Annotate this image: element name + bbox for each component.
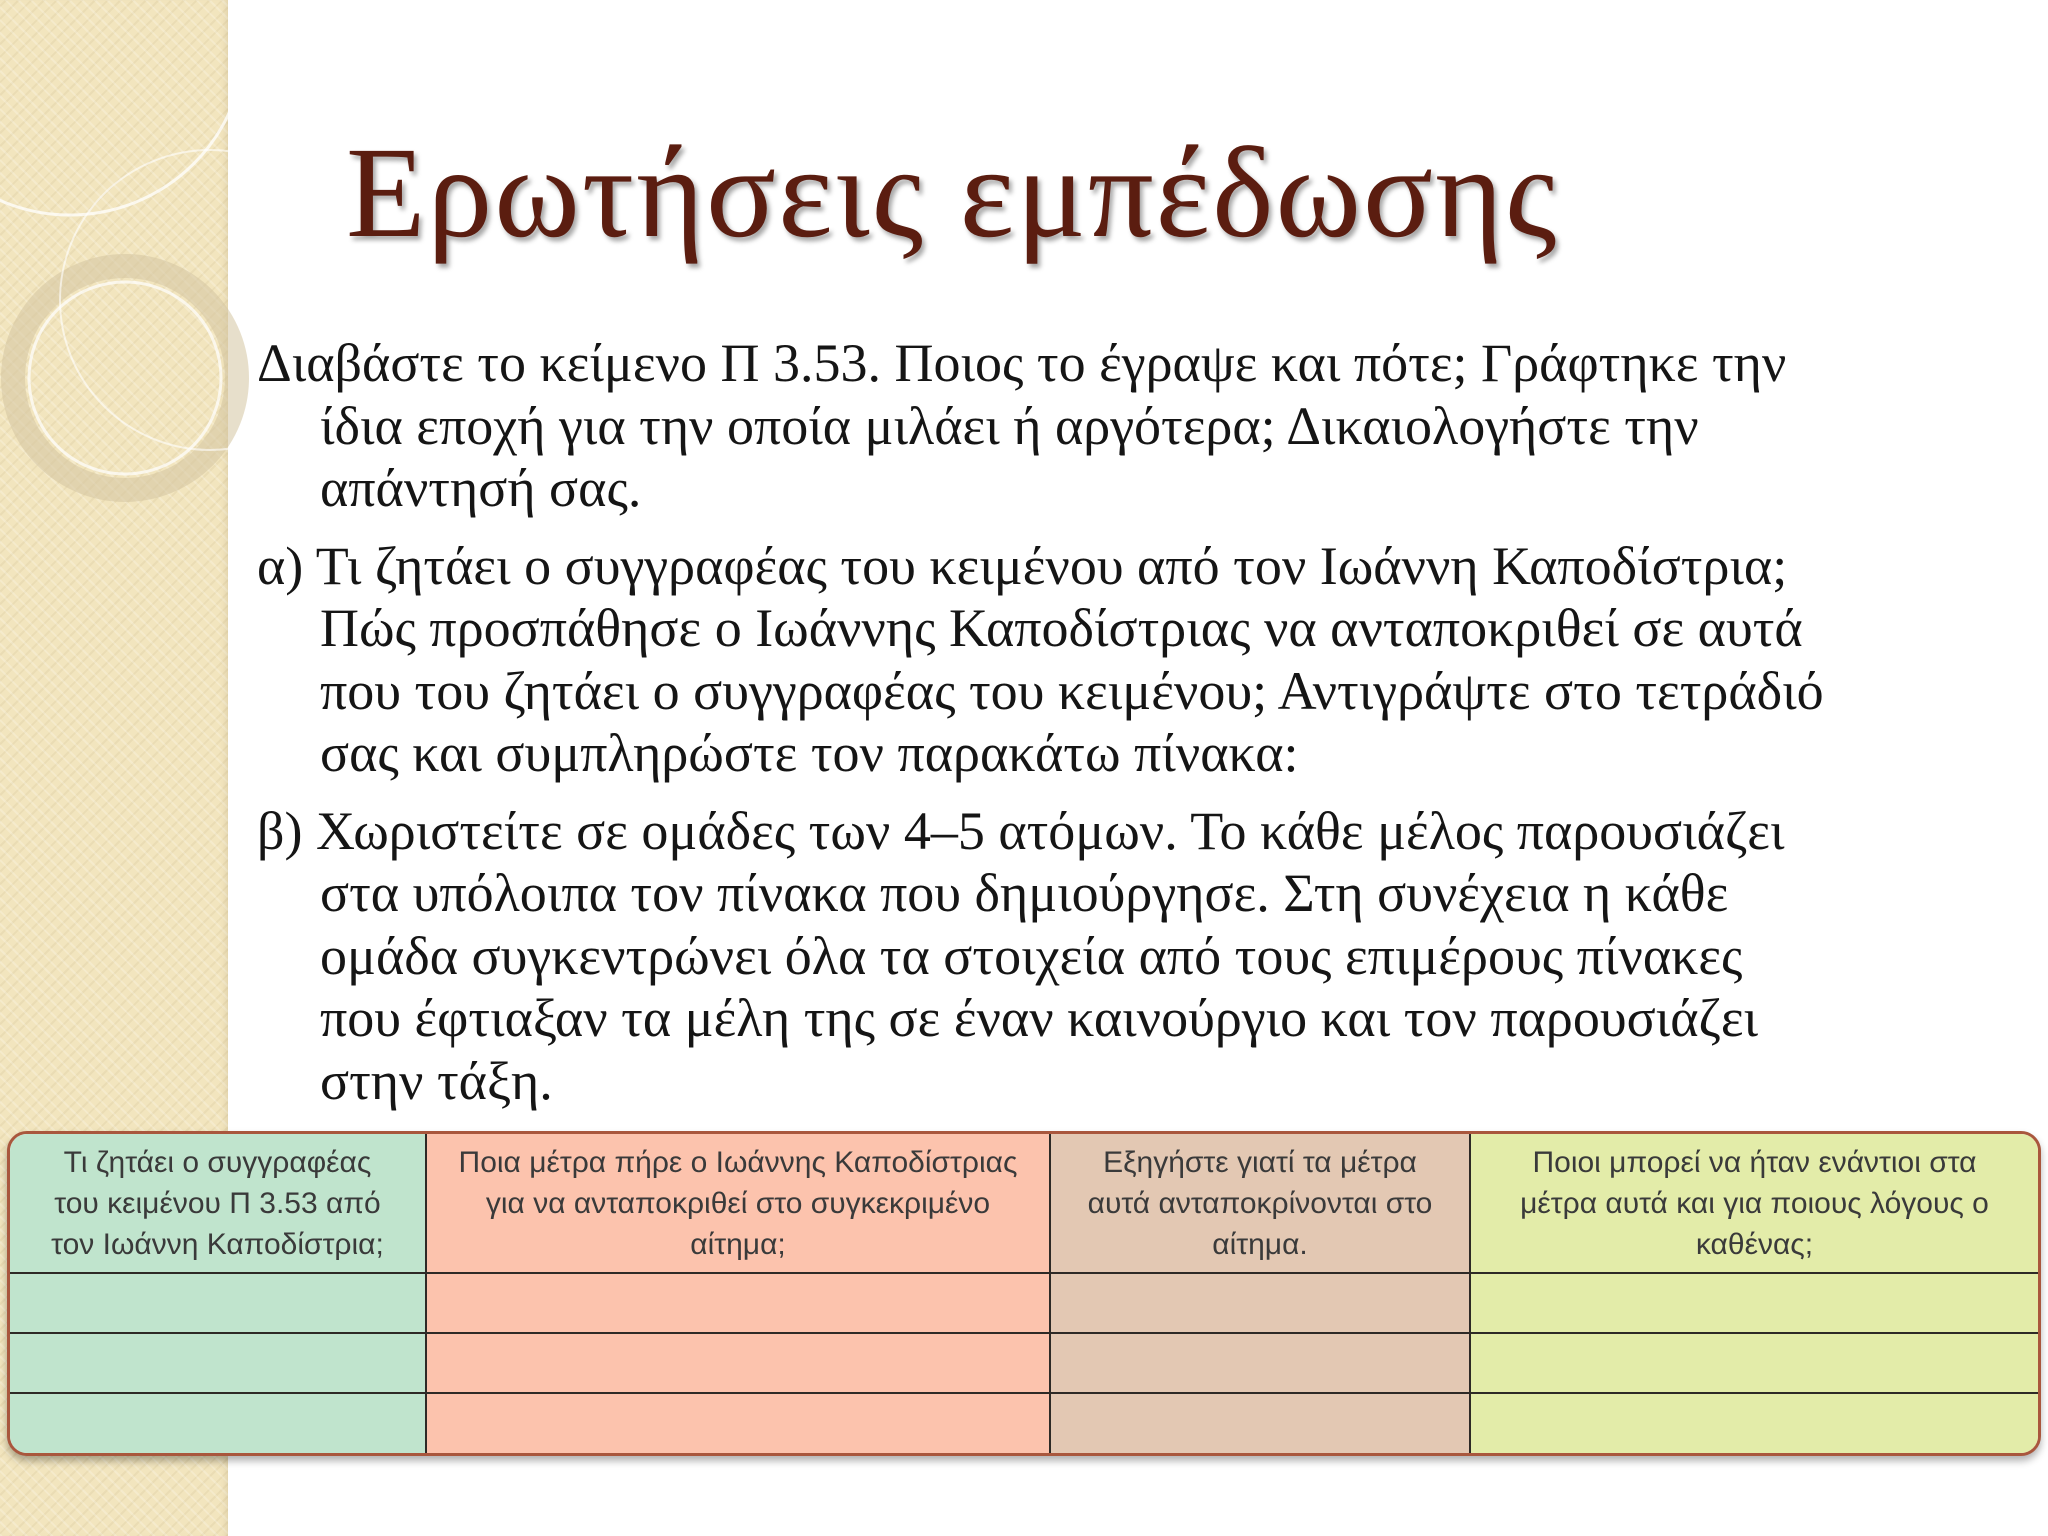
decorative-ring-top	[0, 0, 245, 215]
table-cell-r2-c4	[1471, 1334, 2038, 1394]
table-cell-r1-c3	[1051, 1274, 1471, 1334]
paragraph-line: στην τάξη.	[320, 1050, 553, 1111]
slide-title: Ερωτήσεις εμπέδωσης	[346, 121, 1559, 265]
table-header-cell-1	[10, 1134, 427, 1274]
table-header-cell-4	[1471, 1134, 2038, 1274]
header-line: μέτρα αυτά και για ποιους λόγους ο	[1520, 1186, 1989, 1220]
paragraph-line: β) Χωριστείτε σε ομάδες των 4–5 ατόμων. Το κάθε μέλος παρουσιάζει	[257, 800, 1785, 861]
paragraph-line: Διαβάστε το κείμενο Π 3.53. Ποιος το έγραψε και πότε; Γράφτηκε την	[257, 333, 1787, 393]
header-line: Ποιοι μπορεί να ήταν ενάντιοι στα	[1532, 1145, 1977, 1179]
header-line: αυτά ανταποκρίνονται στο	[1087, 1186, 1433, 1220]
table-cell-r1-c2	[427, 1274, 1051, 1334]
paragraph-line: σας και συμπληρώστε τον παρακάτω πίνακα:	[320, 723, 1299, 783]
slide-body	[257, 332, 2037, 1127]
paragraph-question-b	[257, 800, 2037, 1113]
table-cell-r3-c1	[10, 1394, 427, 1453]
paragraph-line: που έφτιαξαν τα μέλη της σε έναν καινούργιο και τον παρουσιάζει	[320, 988, 1759, 1048]
paragraph-line: απάντησή σας.	[320, 458, 642, 518]
table-cell-r2-c3	[1051, 1334, 1471, 1394]
table-header-cell-2	[427, 1134, 1051, 1274]
table-cell-r3-c3	[1051, 1394, 1471, 1453]
header-line: του κειμένου Π 3.53 από	[54, 1186, 381, 1220]
paragraph-line: ίδια εποχή για την οποία μιλάει ή αργότερα; Δικαιολογήστε την	[320, 395, 1699, 456]
table-cell-r1-c4	[1471, 1274, 2038, 1334]
decorative-ring-inner	[29, 282, 221, 474]
paragraph-line: α) Τι ζητάει ο συγγραφέας του κειμένου από τον Ιωάννη Καποδίστρια;	[257, 535, 1788, 596]
paragraph-line: στα υπόλοιπα τον πίνακα που δημιούργησε. Στη συνέχεια η κάθε	[320, 863, 1729, 923]
decorative-rings	[0, 0, 300, 620]
header-line: για να ανταποκριθεί στο συγκεκριμένο	[485, 1186, 991, 1220]
header-line: Ποια μέτρα πήρε ο Ιωάννης Καποδίστριας	[458, 1145, 1018, 1179]
table-cell-r2-c2	[427, 1334, 1051, 1394]
table-header-cell-3	[1051, 1134, 1471, 1274]
table-cell-r1-c1	[10, 1274, 427, 1334]
header-line: καθένας;	[1695, 1227, 1814, 1261]
table-cell-r2-c1	[10, 1334, 427, 1394]
header-line: τον Ιωάννη Καποδίστρια;	[51, 1227, 384, 1261]
paragraph-read-text	[257, 332, 2037, 520]
worksheet-table	[7, 1131, 2041, 1456]
decorative-ring-thick	[13, 266, 237, 490]
paragraph-line: Πώς προσπάθησε ο Ιωάννης Καποδίστριας να ανταποκριθεί σε αυτά	[320, 598, 1803, 658]
header-line: Τι ζητάει ο συγγραφέας	[63, 1145, 372, 1179]
header-line: Εξηγήστε γιατί τα μέτρα	[1103, 1145, 1417, 1179]
table-cell-r3-c4	[1471, 1394, 2038, 1453]
paragraph-line: που του ζητάει ο συγγραφέας του κειμένου; Αντιγράψτε στο τετράδιό	[320, 660, 1824, 721]
paragraph-question-a	[257, 535, 2037, 785]
paragraph-line: ομάδα συγκεντρώνει όλα τα στοιχεία από τους επιμέρους πίνακες	[320, 925, 1743, 986]
header-line: αίτημα;	[690, 1227, 786, 1261]
header-line: αίτημα.	[1212, 1227, 1308, 1261]
table-cell-r3-c2	[427, 1394, 1051, 1453]
